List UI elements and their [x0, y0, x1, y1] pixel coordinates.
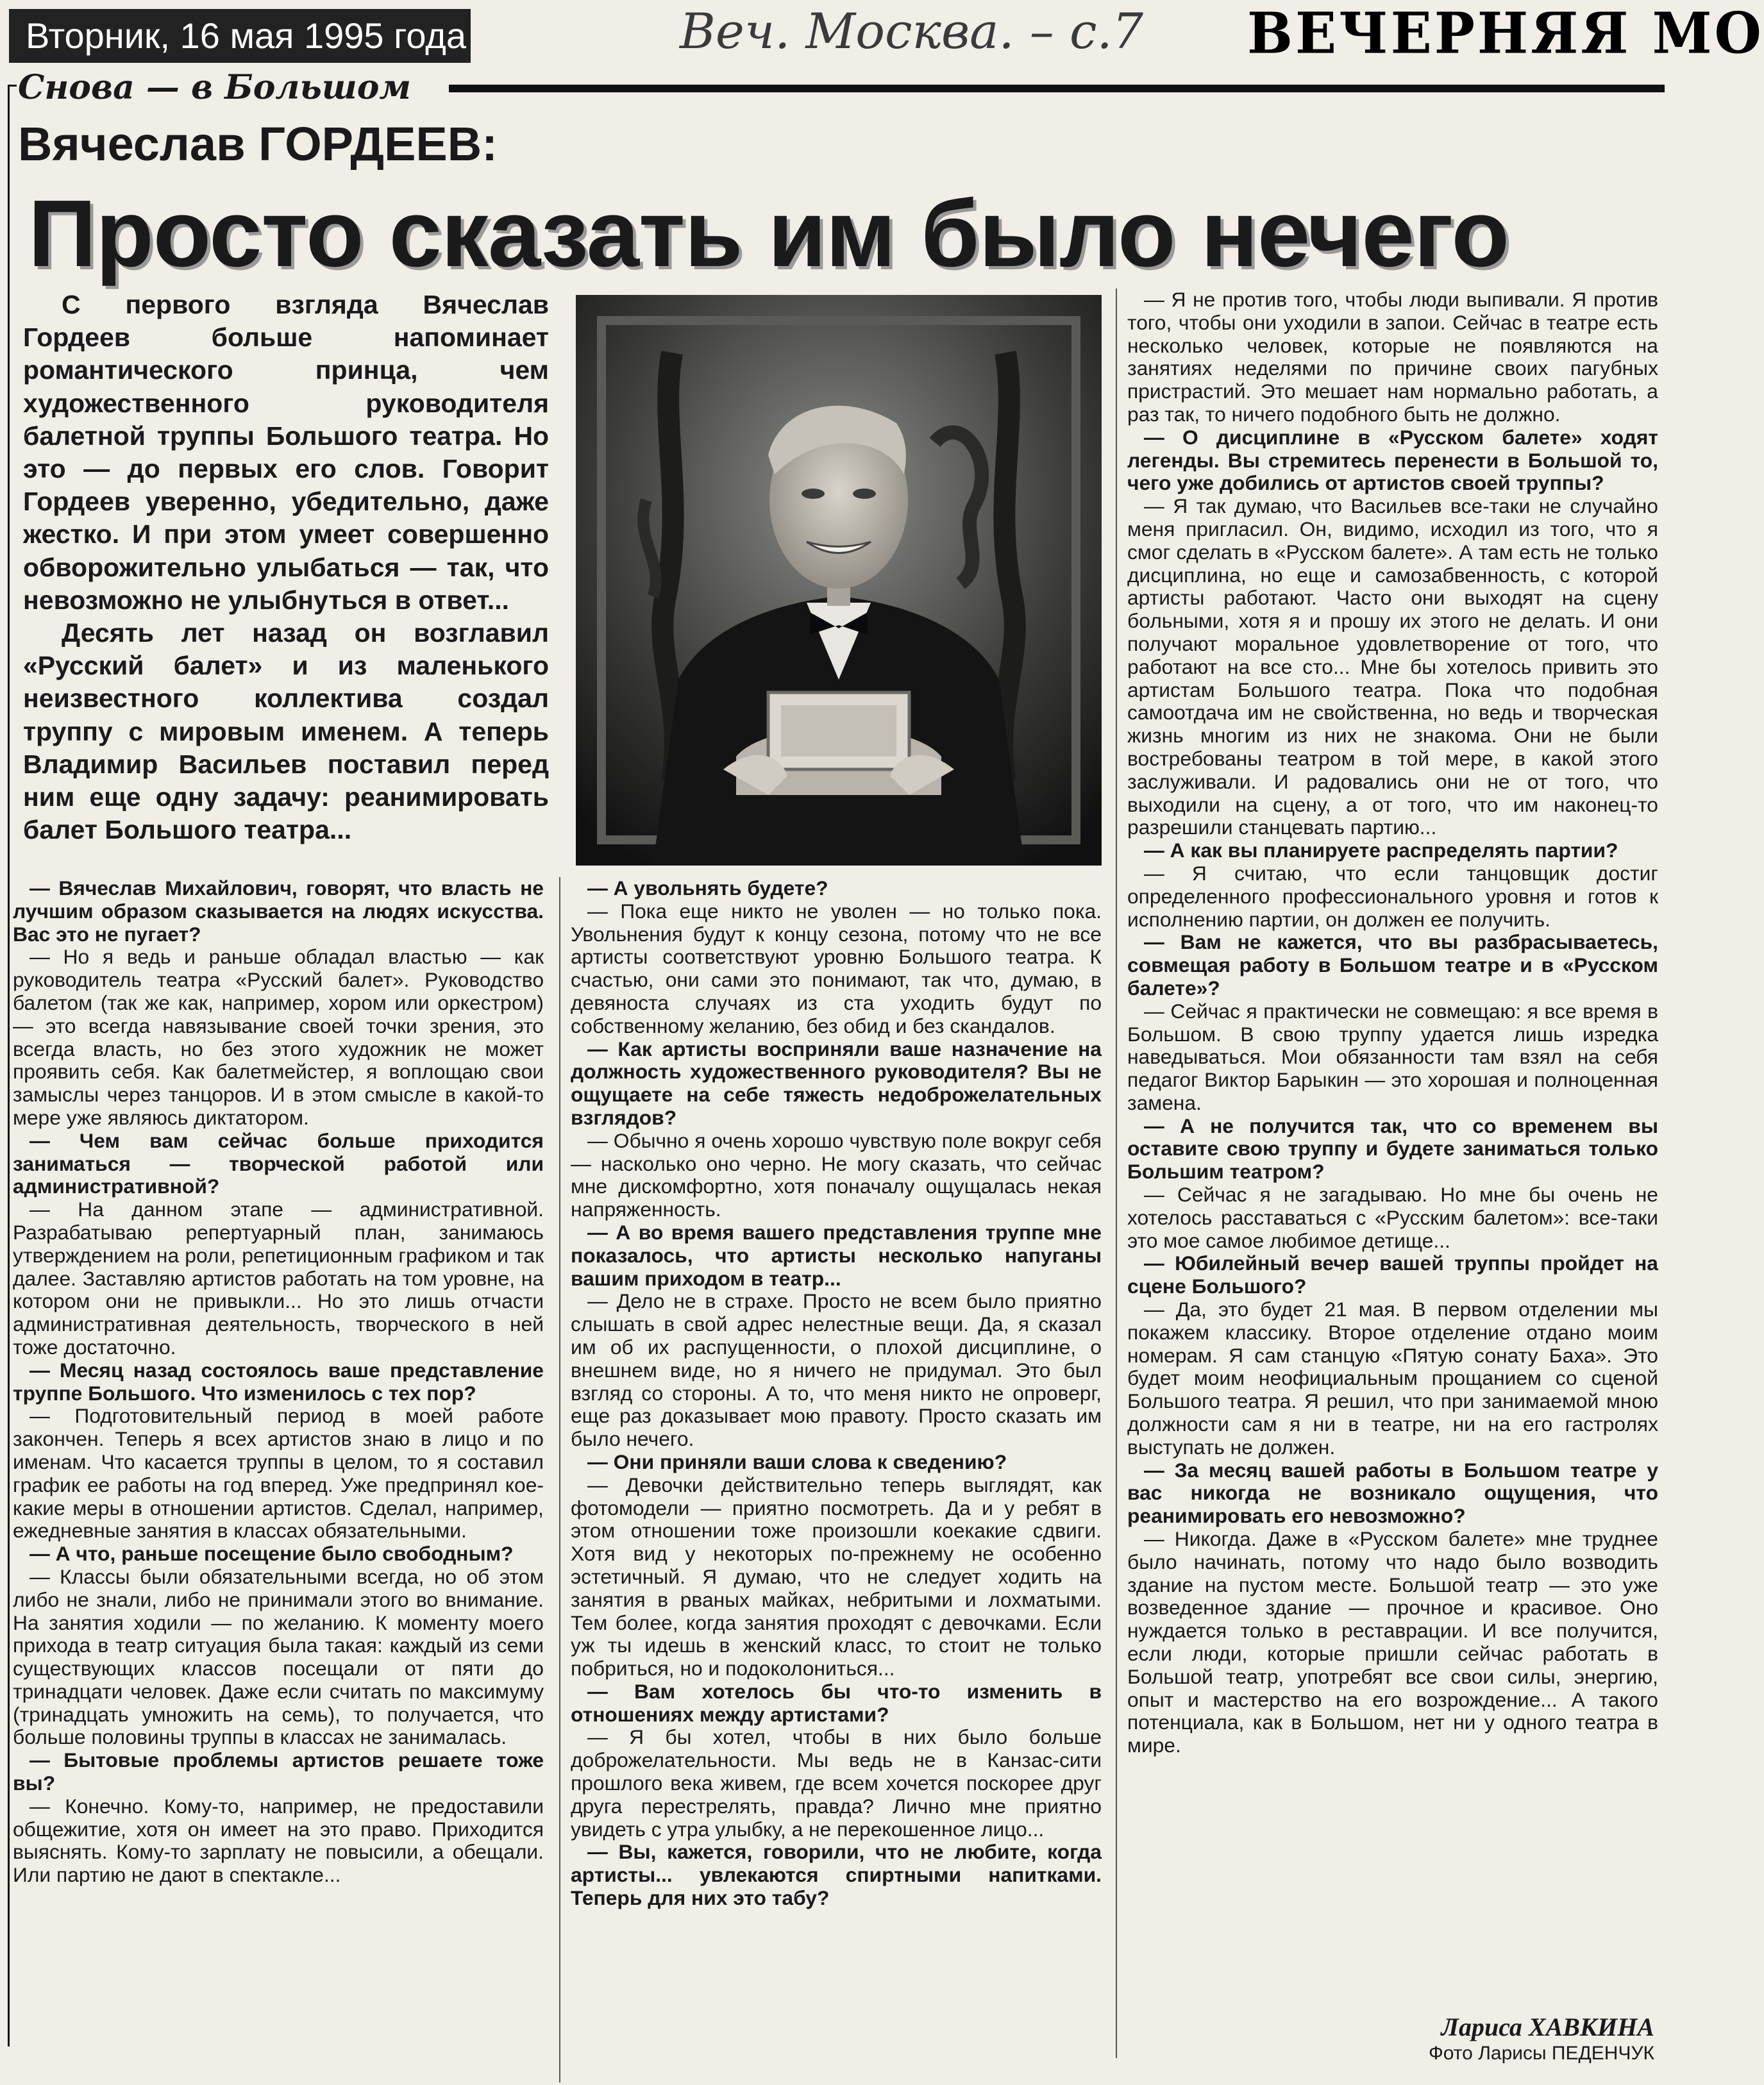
- interview-question: — А во время вашего представления труппе мне показалось, что артисты несколько напуганы вашим приходом в театр...: [571, 1220, 1102, 1290]
- interview-answer: — Классы были обязательными всегда, но об этом либо не знали, либо не принимали этого во внимание. На занятия ходили — по желанию. К моменту моего прихода в театр ситуация была такая: каждый из семи существующих классов посещали от пяти до тринадцати человек. Даже если считать по максимуму (тринадцать умножить на семь), то получается, что больше половины труппы в классах не занималась.: [13, 1564, 544, 1749]
- interview-answer: — Обычно я очень хорошо чувствую поле вокруг себя — насколько оно черно. Не могу сказать, что сейчас мне дискомфортно, хотя поначалу ощущалась некая напряженность.: [571, 1128, 1102, 1221]
- interview-answer: — Я так думаю, что Васильев все-таки не случайно меня пригласил. Он, видимо, исходил из того, что я смог сделать в «Русском балете». А там есть не только дисциплина, но еще и самозабвенность, с которой артисты работают. Часто они выходят на сцену больными, хотя я и прошу их этого не делать. И они получают моральное удовлетворение от того, что работают на все сто... Мне бы хотелось привить это артистам Большого театра. Пока что подобная самоотдача им не свойственна, но ведь и творческая жизнь многим из них не знакома. Они не были востребованы театром в той мере, в какой этого заслуживали. И радовались они не от того, что выходили на сцену, а от того, что им наконец-то разрешили станцевать партию...: [1127, 494, 1658, 839]
- interview-question: — А не получится так, что со временем вы оставите свою труппу и будете заниматься только Большим театром?: [1127, 1114, 1658, 1184]
- portrait-photo-drawing: [576, 295, 1102, 866]
- handwritten-note: Веч. Москва. – с.7: [680, 3, 1144, 60]
- interview-question: — Вячеслав Михайлович, говорят, что власть не лучшим образом сказывается на людях искусства. Вас это не пугает?: [13, 876, 544, 946]
- issue-date: Вторник, 16 мая 1995 года: [26, 15, 467, 56]
- interview-question: — Вы, кажется, говорили, что не любите, когда артисты... увлекаются спиртными напитками. Теперь для них это табу?: [571, 1840, 1102, 1910]
- lead-paragraph-2: Десять лет назад он возглавил «Русский балет» и из маленького неизвестного коллектива создал труппу с мировым именем. А теперь Владимир Васильев поставил перед ним еще одну задачу: реанимировать балет Большого театра...: [23, 618, 549, 845]
- interview-answer: — Я бы хотел, чтобы в них было больше доброжелательности. Мы ведь не в Канзас-сити прошлого века живем, где всем хочется поскорее друг друга перестрелять, правда? Лично мне приятно увидеть с утра улыбку, а не перекошенное лицо...: [571, 1725, 1102, 1841]
- interview-answer: — Сейчас я не загадываю. Но мне бы очень не хотелось расставаться с «Русским балетом»: все-таки это мое самое любимое детище...: [1127, 1183, 1658, 1252]
- interview-question: — А увольнять будете?: [587, 876, 828, 900]
- interview-question: — Они приняли ваши слова к сведению?: [587, 1450, 1007, 1473]
- interview-answer: — Девочки действительно теперь выглядят, как фотомодели — приятно посмотреть. Да и у ребят в этом отношении тоже произошли коекакие сдвиги. Хотя вид у некоторых по-прежнему не особенно эстетичный. Я думаю, что не следует ходить на занятия в рваных майках, небритыми и лохматыми. Тем более, когда занятия проходят с девочками. Если уж ты идешь в женский класс, то стоит не только побриться, но и подоколониться...: [571, 1473, 1102, 1680]
- interview-answer: — Подготовительный период в моей работе закончен. Теперь я всех артистов знаю в лицо и по именам. Что касается труппы в целом, то я составил график ее работы на год вперед. Уже предпринял кое-какие меры в отношении артистов. Сделал, например, ежедневные занятия в классах обязательными.: [13, 1404, 544, 1543]
- rubric: Снова — в Большом: [18, 68, 411, 107]
- lead-paragraph-1: С первого взгляда Вячеслав Гордеев больше напоминает романтического принца, чем художественного руководителя балетной труппы Большого театра. Но это — до первых его слов. Говорит Гордеев уверенно, убедительно, даже жестко. И при этом умеет совершенно обворожительно улыбаться — так, что невозможно не улыбнуться в ответ...: [23, 290, 549, 615]
- interview-answer: — Я не против того, чтобы люди выпивали. Я против того, чтобы они уходили в запои. Сейчас в театре есть несколько человек, которые не появляются на занятиях неделями по причине своих пагубных пристрастий. Это мешает нам нормально работать, а раз так, то ничего подобного быть не должно.: [1127, 288, 1658, 426]
- interview-answer: — На данном этапе — административной. Разрабатываю репертуарный план, занимаюсь утверждением на роли, репетиционным графиком и так далее. Заставляю артистов работать на том уровне, на котором они не привыкли... Но это лишь отчасти административная деятельность, творческого в ней тоже достаточно.: [13, 1198, 544, 1359]
- interview-question: — Бытовые проблемы артистов решаете тоже вы?: [13, 1748, 544, 1795]
- interview-question: — Вам не кажется, что вы разбрасываетесь, совмещая работу в Большом театре и в «Русском балете»?: [1127, 930, 1658, 1000]
- interview-question: — Юбилейный вечер вашей труппы пройдет на сцене Большого?: [1127, 1252, 1658, 1298]
- newspaper-logo: [1247, 0, 1764, 67]
- column-rule-1: [559, 877, 560, 2082]
- article-column-2: [571, 877, 1102, 2082]
- interview-question: — За месяц вашей работы в Большом театре у вас никогда не возникало ощущения, что реанимировать его невозможно?: [1127, 1458, 1658, 1528]
- lead-paragraph: [23, 289, 549, 846]
- interview-question: — Вам хотелось бы что-то изменить в отношениях между артистами?: [571, 1679, 1102, 1726]
- interview-answer: — Я считаю, что если танцовщик достиг определенного профессионального уровня и готов к исполнению партии, он должен ее получить.: [1127, 861, 1658, 931]
- interview-answer: — Дело не в страхе. Просто не всем было приятно слышать в свой адрес нелестные вещи. Да, я сказал им об их распущенности, о плохой дисциплине, о внешнем виде, но я ничего не придумал. Это был взгляд со стороны. А то, что меня никто не опроверг, еще раз доказывает мою правоту. Просто сказать им было нечего.: [571, 1289, 1102, 1451]
- interviewee-name: Вячеслав ГОРДЕЕВ:: [18, 117, 498, 171]
- interview-answer: — Сейчас я практически не совмещаю: я все время в Большом. В свою труппу удается лишь изредка наведываться. Мои обязанности там взял на себя педагог Виктор Барыкин — это хорошая и полноценная замена.: [1127, 999, 1658, 1114]
- interview-question: — О дисциплине в «Русском балете» ходят легенды. Вы стремитесь перенести в Большой то, чего уже добились от артистов своей труппы?: [1127, 425, 1658, 495]
- newspaper-logo-text: ВЕЧЕРНЯЯ МО: [1247, 0, 1764, 67]
- column-rule-2: [1116, 289, 1117, 2058]
- rubric-rule: [449, 85, 1665, 92]
- rubric-frame-tick: [8, 85, 17, 87]
- article-column-1: [13, 877, 544, 2082]
- interview-question: — А что, раньше посещение было свободным?: [29, 1542, 514, 1566]
- interview-answer: — Пока еще никто не уволен — но только пока. Увольнения будут к концу сезона, потому что не все артисты соответствуют уровню Большого театра. К счастью, они сами это понимают, так что, думаю, в девяноста случаях из ста уходить будут по собственному желанию, без обид и без скандалов.: [571, 899, 1102, 1037]
- portrait-photo: [576, 295, 1102, 866]
- headline: Просто сказать им было нечего: [28, 181, 1509, 287]
- article-column-3: [1127, 289, 1658, 2084]
- author-byline: Лариса ХАВКИНА: [1441, 2013, 1654, 2041]
- photo-credit: Фото Ларисы ПЕДЕНЧУК: [1428, 2043, 1654, 2064]
- interview-question: — Чем вам сейчас больше приходится заниматься — творческой работой или административной?: [13, 1128, 544, 1198]
- interview-question: — Как артисты восприняли ваше назначение на должность художественного руководителя? Вы не ощущаете на себе тяжесть недоброжелательных взглядов?: [571, 1037, 1102, 1129]
- interview-answer: — Да, это будет 21 мая. В первом отделении мы покажем классику. Второе отделение отдано моим номерам. Я сам станцую «Пятую сонату Баха». Это будет моим неофициальным прощанием со сценой Большого театра. Я решил, что при занимаемой мною должности сам я ни в театре, ни на его гастролях выступать не должен.: [1127, 1298, 1658, 1459]
- interview-answer: — Но я ведь и раньше обладал властью — как руководитель театра «Русский балет». Руководство балетом (так же как, например, хором или оркестром) — это всегда навязывание своей точки зрения, это всегда власть, но без этого художник не может проявить себя. Как балетмейстер, я воплощаю свои замыслы через танцоров. И в этом смысле в какой-то мере уже являюсь диктатором.: [13, 945, 544, 1129]
- interview-question: — Месяц назад состоялось ваше представление труппе Большого. Что изменилось с тех пор?: [13, 1358, 544, 1405]
- interview-answer: — Никогда. Даже в «Русском балете» мне труднее было начинать, потому что надо было возводить здание на пустом месте. Большой театр — это уже возведенное здание — прочное и красивое. Оно нуждается только в реставрации. И все получится, если люди, которые пришли сейчас работать в Большой театр, употребят все свои силы, энергию, опыт и мастерство на его возрождение... А такого потенциала, как в Большом, нет ни у одного театра в мире.: [1127, 1527, 1658, 1757]
- interview-question: — А как вы планируете распределять партии?: [1144, 839, 1618, 862]
- interview-answer: — Конечно. Кому-то, например, не предоставили общежитие, хотя он имеет на это право. Приходится выяснять. Кому-то зарплату не повысили, а обещали. Или партию не дают в спектакле...: [13, 1794, 544, 1887]
